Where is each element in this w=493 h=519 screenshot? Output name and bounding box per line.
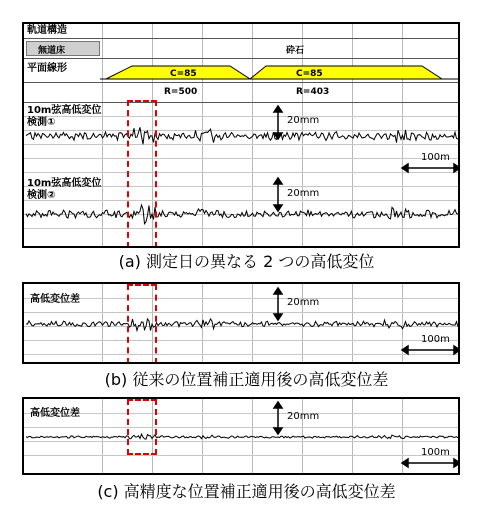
ballastless-label: 無道床 bbox=[38, 46, 66, 56]
panel-c bbox=[22, 397, 460, 475]
panel-c-traces bbox=[24, 399, 460, 475]
trace-1-label-line-1: 10m弦高低変位 bbox=[27, 105, 102, 116]
trace-1-waveform bbox=[26, 127, 458, 144]
caption-b: (b) 従来の位置補正適用後の高低変位差 bbox=[104, 370, 389, 389]
curve-1-cant: C=85 bbox=[170, 69, 197, 79]
scale-20mm-label-a1: 20mm bbox=[287, 115, 320, 126]
panel-b-traces bbox=[24, 284, 460, 364]
trace-1-label-line-2: 検測① bbox=[27, 117, 56, 128]
trace-diff-c-label: 高低変位差 bbox=[30, 408, 80, 419]
track-structure-label: 軌道構造 bbox=[27, 25, 67, 36]
curve-2-cant: C=85 bbox=[296, 69, 323, 79]
alignment-label: 平面線形 bbox=[27, 63, 67, 74]
scale-100m-arrow-b bbox=[402, 346, 460, 354]
trace-2-waveform bbox=[26, 205, 458, 224]
panel-a-traces bbox=[24, 24, 460, 248]
curve-1-radius: R=500 bbox=[164, 87, 198, 97]
scale-100m-label-a: 100m bbox=[421, 152, 450, 163]
scale-20mm-label-b: 20mm bbox=[287, 297, 320, 308]
scale-20mm-arrow-b bbox=[274, 288, 282, 320]
scale-20mm-arrow-c bbox=[274, 402, 282, 434]
scale-20mm-arrow-a2 bbox=[274, 178, 282, 211]
scale-100m-label-c: 100m bbox=[421, 447, 450, 458]
trace-2-label-line-1: 10m弦高低変位 bbox=[27, 178, 102, 189]
caption-a: (a) 測定日の異なる 2 つの高低変位 bbox=[118, 252, 375, 271]
diff-c-waveform bbox=[26, 434, 458, 439]
diff-b-waveform bbox=[26, 319, 458, 331]
scale-20mm-label-c: 20mm bbox=[287, 411, 320, 422]
scale-100m-arrow-a bbox=[402, 164, 460, 172]
caption-c: (c) 高精度な位置補正適用後の高低変位差 bbox=[97, 482, 396, 501]
highlight-region-c bbox=[127, 399, 157, 455]
highlight-region-b bbox=[127, 284, 157, 364]
scale-20mm-arrow-a1 bbox=[274, 106, 282, 139]
panel-b bbox=[22, 282, 460, 364]
panel-a bbox=[22, 22, 460, 248]
curve-2-radius: R=403 bbox=[296, 87, 330, 97]
highlight-region-a bbox=[127, 100, 157, 248]
ballast-label: 砕石 bbox=[286, 46, 305, 56]
trace-diff-b-label: 高低変位差 bbox=[30, 294, 80, 305]
scale-100m-arrow-c bbox=[402, 459, 460, 467]
scale-20mm-label-a2: 20mm bbox=[287, 188, 320, 199]
trace-2-label-line-2: 検測② bbox=[27, 190, 56, 201]
scale-100m-label-b: 100m bbox=[421, 334, 450, 345]
